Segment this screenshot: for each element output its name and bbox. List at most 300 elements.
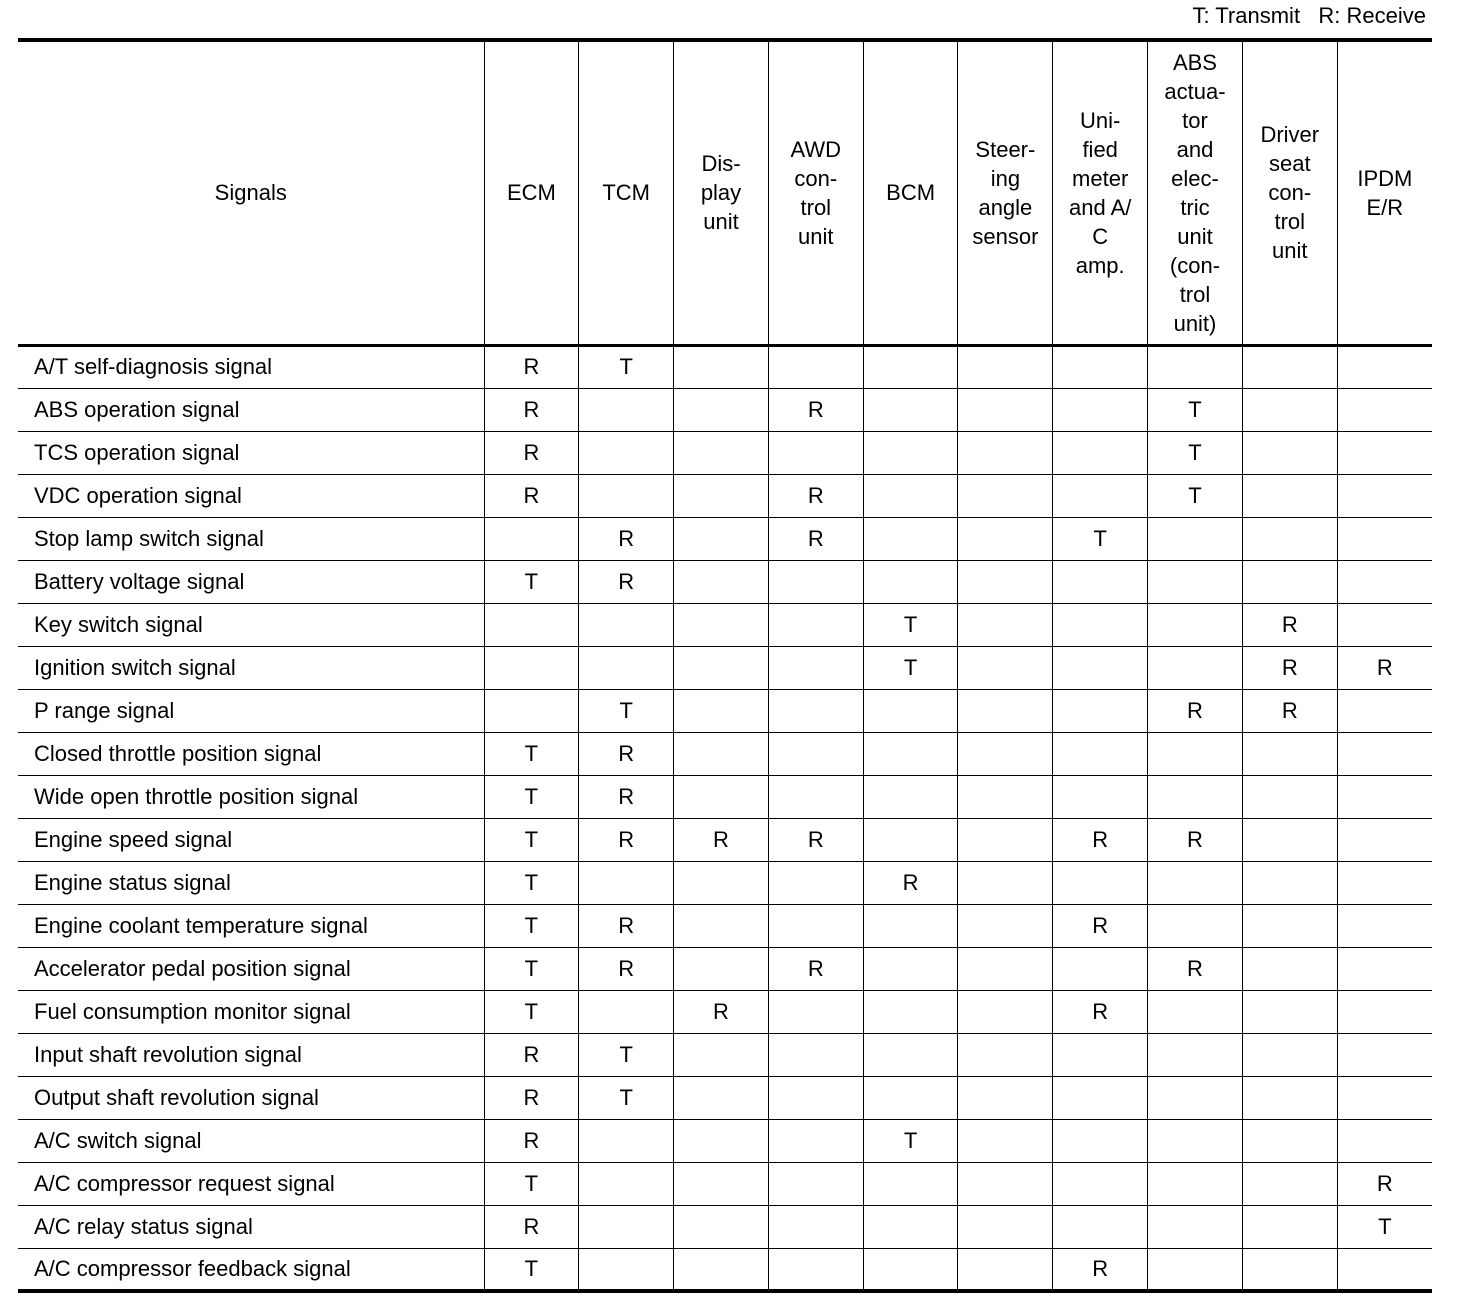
signal-direction-cell <box>1148 646 1243 689</box>
signal-direction-cell <box>863 1162 958 1205</box>
signal-direction-cell <box>1337 689 1432 732</box>
signal-direction-cell <box>1148 732 1243 775</box>
signal-direction-cell <box>674 1119 769 1162</box>
column-header-line: fied <box>1082 136 1118 162</box>
signal-name-cell: A/C relay status signal <box>18 1205 484 1248</box>
signal-direction-cell <box>1053 1205 1148 1248</box>
signal-name-cell: A/C compressor feedback signal <box>18 1248 484 1291</box>
column-header <box>1337 40 1432 345</box>
signal-direction-cell <box>1242 861 1337 904</box>
table-header-row <box>18 40 1432 345</box>
signal-direction-cell <box>1148 1205 1243 1248</box>
signal-direction-cell <box>1242 1205 1337 1248</box>
signal-name-cell: Key switch signal <box>18 603 484 646</box>
signal-direction-cell: T <box>484 904 579 947</box>
signal-direction-cell: R <box>863 861 958 904</box>
signal-direction-cell: R <box>1148 689 1243 732</box>
column-header-line: trol <box>1274 209 1306 235</box>
signal-direction-cell: R <box>1053 904 1148 947</box>
table-row <box>18 861 1432 904</box>
signal-direction-cell: R <box>579 732 674 775</box>
signal-direction-cell <box>1242 560 1337 603</box>
signal-direction-cell: R <box>579 904 674 947</box>
signal-direction-cell <box>863 818 958 861</box>
signal-direction-cell <box>579 1205 674 1248</box>
signal-direction-cell <box>674 861 769 904</box>
signal-direction-cell <box>1053 603 1148 646</box>
signal-direction-cell <box>958 1076 1053 1119</box>
signal-direction-cell <box>768 1205 863 1248</box>
signal-direction-cell <box>1148 517 1243 560</box>
signal-direction-cell <box>958 732 1053 775</box>
signal-direction-cell: R <box>1242 646 1337 689</box>
signal-direction-cell <box>1053 1162 1148 1205</box>
signal-direction-cell <box>1337 861 1432 904</box>
signal-direction-cell <box>1242 990 1337 1033</box>
signal-direction-cell: R <box>579 560 674 603</box>
column-header <box>484 40 579 345</box>
signal-direction-cell <box>1148 1248 1243 1291</box>
signal-direction-cell: R <box>484 345 579 388</box>
signal-direction-cell <box>958 1119 1053 1162</box>
signal-direction-cell: R <box>768 388 863 431</box>
signal-direction-cell <box>768 1033 863 1076</box>
signal-direction-cell <box>1337 775 1432 818</box>
signal-name-cell: Ignition switch signal <box>18 646 484 689</box>
signal-direction-cell <box>863 904 958 947</box>
signal-direction-cell: T <box>1148 388 1243 431</box>
signal-direction-cell <box>958 818 1053 861</box>
signal-direction-cell <box>958 861 1053 904</box>
signal-direction-cell <box>768 1248 863 1291</box>
signal-direction-cell <box>674 947 769 990</box>
column-header-line: sensor <box>972 223 1039 249</box>
signal-direction-cell: T <box>484 818 579 861</box>
table-row <box>18 603 1432 646</box>
signal-direction-cell <box>674 345 769 388</box>
signal-direction-cell <box>958 431 1053 474</box>
column-header-line: Signals <box>214 180 287 206</box>
signal-direction-cell <box>768 603 863 646</box>
signal-direction-cell <box>958 603 1053 646</box>
column-header-line: E/R <box>1366 194 1404 220</box>
signal-name-cell: VDC operation signal <box>18 474 484 517</box>
signal-direction-cell <box>1148 1119 1243 1162</box>
signal-direction-cell <box>1337 1033 1432 1076</box>
signal-direction-cell: R <box>1053 990 1148 1033</box>
signal-direction-cell <box>674 1033 769 1076</box>
signal-direction-cell <box>674 603 769 646</box>
signal-direction-cell <box>674 1205 769 1248</box>
signal-direction-cell: T <box>579 345 674 388</box>
column-header-line: unit) <box>1173 310 1217 336</box>
signal-direction-cell <box>484 517 579 560</box>
signal-direction-cell: T <box>484 861 579 904</box>
column-header-line: and A/ <box>1068 194 1132 220</box>
table-row <box>18 990 1432 1033</box>
signal-name-cell: A/T self-diagnosis signal <box>18 345 484 388</box>
column-header-line: (con- <box>1169 252 1221 278</box>
signal-direction-cell <box>1148 990 1243 1033</box>
signal-direction-cell <box>1337 345 1432 388</box>
signal-direction-cell: R <box>484 388 579 431</box>
signal-direction-cell <box>674 388 769 431</box>
signal-direction-cell: R <box>484 1033 579 1076</box>
signal-direction-cell <box>768 775 863 818</box>
signal-direction-cell <box>674 474 769 517</box>
signal-direction-cell <box>579 1248 674 1291</box>
signal-direction-cell <box>579 603 674 646</box>
table-body <box>18 345 1432 1291</box>
signal-direction-cell <box>1148 603 1243 646</box>
signal-direction-cell <box>674 732 769 775</box>
signal-direction-cell: T <box>484 1162 579 1205</box>
signal-direction-cell <box>1053 345 1148 388</box>
signal-direction-cell <box>958 904 1053 947</box>
signal-direction-cell: T <box>484 990 579 1033</box>
table-row <box>18 1162 1432 1205</box>
column-header-line: unit <box>1272 238 1308 264</box>
signal-direction-cell <box>863 474 958 517</box>
signal-direction-cell <box>1242 1119 1337 1162</box>
signal-direction-cell <box>674 1162 769 1205</box>
signal-direction-cell <box>1337 1119 1432 1162</box>
signal-direction-cell <box>863 1033 958 1076</box>
signal-direction-cell: R <box>579 775 674 818</box>
signal-direction-cell: R <box>579 517 674 560</box>
table-row <box>18 1119 1432 1162</box>
signal-direction-cell: R <box>1337 1162 1432 1205</box>
signal-direction-cell <box>863 689 958 732</box>
signal-table <box>18 38 1432 1293</box>
signal-direction-cell <box>579 990 674 1033</box>
signal-direction-cell <box>1242 1248 1337 1291</box>
signal-direction-cell <box>579 474 674 517</box>
column-header <box>579 40 674 345</box>
column-header <box>1148 40 1243 345</box>
signal-direction-cell <box>768 345 863 388</box>
signal-direction-cell <box>1242 474 1337 517</box>
column-header-line: Dis- <box>701 151 741 177</box>
signal-direction-cell <box>958 1162 1053 1205</box>
signal-direction-cell: R <box>484 431 579 474</box>
column-header-line: ing <box>990 165 1021 191</box>
column-header-line: tor <box>1182 107 1208 133</box>
signal-direction-cell: T <box>1148 431 1243 474</box>
table-row <box>18 904 1432 947</box>
column-header-line: trol <box>1179 281 1211 307</box>
signal-direction-cell <box>1337 560 1432 603</box>
signal-direction-cell: T <box>863 603 958 646</box>
signal-direction-cell <box>1053 474 1148 517</box>
signal-name-cell: Accelerator pedal position signal <box>18 947 484 990</box>
signal-direction-cell <box>958 947 1053 990</box>
signal-direction-cell <box>768 1119 863 1162</box>
signal-direction-cell <box>768 646 863 689</box>
column-header-line: AWD <box>790 136 842 162</box>
signal-direction-cell <box>768 990 863 1033</box>
signal-direction-cell <box>863 1248 958 1291</box>
signal-direction-cell <box>1053 388 1148 431</box>
signal-direction-cell: T <box>579 689 674 732</box>
signal-direction-cell: R <box>768 818 863 861</box>
column-header <box>958 40 1053 345</box>
column-header-line: trol <box>800 194 832 220</box>
signal-direction-cell <box>958 775 1053 818</box>
signal-direction-cell <box>674 904 769 947</box>
column-header-line: C <box>1092 223 1109 249</box>
signal-name-cell: A/C switch signal <box>18 1119 484 1162</box>
signal-direction-cell <box>1053 431 1148 474</box>
table-row <box>18 775 1432 818</box>
signal-direction-cell <box>958 689 1053 732</box>
column-header-line: and <box>1176 136 1214 162</box>
signal-name-cell: Input shaft revolution signal <box>18 1033 484 1076</box>
signal-name-cell: ABS operation signal <box>18 388 484 431</box>
signal-direction-cell <box>1242 1033 1337 1076</box>
signal-direction-cell <box>1053 689 1148 732</box>
signal-direction-cell <box>1053 646 1148 689</box>
signal-direction-cell <box>863 388 958 431</box>
signal-direction-cell: T <box>1053 517 1148 560</box>
signal-direction-cell <box>1337 517 1432 560</box>
signal-direction-cell <box>1337 990 1432 1033</box>
signal-direction-cell: R <box>484 1205 579 1248</box>
signal-direction-cell <box>958 1033 1053 1076</box>
signal-direction-cell: T <box>484 775 579 818</box>
signal-direction-cell <box>1337 732 1432 775</box>
table-row <box>18 388 1432 431</box>
signal-direction-cell <box>579 1162 674 1205</box>
column-header-line: ECM <box>506 180 556 206</box>
signal-direction-cell <box>863 1205 958 1248</box>
signal-direction-cell <box>768 560 863 603</box>
signal-direction-cell <box>768 1076 863 1119</box>
table-row <box>18 517 1432 560</box>
signal-direction-cell <box>863 345 958 388</box>
column-header-line: con- <box>1268 180 1312 206</box>
column-header-line: Steer- <box>975 136 1036 162</box>
signal-direction-cell <box>1053 861 1148 904</box>
signal-direction-cell <box>1242 517 1337 560</box>
signal-direction-cell: R <box>484 474 579 517</box>
column-header-line: amp. <box>1075 252 1125 278</box>
table-row <box>18 646 1432 689</box>
table-row <box>18 947 1432 990</box>
signal-direction-cell <box>1242 388 1337 431</box>
signal-direction-cell <box>863 947 958 990</box>
signal-direction-cell <box>1053 1076 1148 1119</box>
column-header-line: unit <box>1177 223 1213 249</box>
signal-direction-cell <box>484 646 579 689</box>
signal-direction-cell <box>768 431 863 474</box>
signal-direction-cell: T <box>484 560 579 603</box>
signal-direction-cell: T <box>579 1076 674 1119</box>
signal-direction-cell <box>768 689 863 732</box>
signal-direction-cell <box>863 990 958 1033</box>
signal-direction-cell <box>1337 474 1432 517</box>
signal-direction-cell <box>1053 560 1148 603</box>
table-row <box>18 345 1432 388</box>
column-header-line: ABS <box>1172 49 1217 75</box>
column-header-line: TCM <box>602 180 651 206</box>
table-row <box>18 689 1432 732</box>
signal-direction-cell <box>579 431 674 474</box>
signal-direction-cell: T <box>1337 1205 1432 1248</box>
signal-direction-cell <box>1148 345 1243 388</box>
signal-name-cell: P range signal <box>18 689 484 732</box>
table-row <box>18 1076 1432 1119</box>
signal-direction-cell: R <box>1242 603 1337 646</box>
signal-direction-cell: R <box>1337 646 1432 689</box>
signal-name-cell: TCS operation signal <box>18 431 484 474</box>
signal-direction-cell <box>768 1162 863 1205</box>
signal-direction-cell: R <box>1242 689 1337 732</box>
signal-direction-cell: R <box>484 1119 579 1162</box>
column-header-line: elec- <box>1171 165 1219 191</box>
column-header-line: con- <box>794 165 838 191</box>
column-header <box>863 40 958 345</box>
column-header-line: meter <box>1072 165 1129 191</box>
signal-direction-cell <box>674 517 769 560</box>
signal-direction-cell <box>768 861 863 904</box>
signal-direction-cell: T <box>863 1119 958 1162</box>
signal-direction-cell <box>1242 431 1337 474</box>
signal-direction-cell <box>863 517 958 560</box>
signal-direction-cell <box>1337 1076 1432 1119</box>
signal-name-cell: Closed throttle position signal <box>18 732 484 775</box>
signal-name-cell: Wide open throttle position signal <box>18 775 484 818</box>
column-header-line: play <box>700 180 742 206</box>
signal-direction-cell: R <box>579 947 674 990</box>
column-header-line: angle <box>978 194 1033 220</box>
signal-direction-cell: T <box>863 646 958 689</box>
signal-direction-cell <box>579 1119 674 1162</box>
signal-direction-cell <box>1242 1076 1337 1119</box>
signal-direction-cell <box>958 517 1053 560</box>
signal-direction-cell <box>958 990 1053 1033</box>
signal-direction-cell: R <box>484 1076 579 1119</box>
legend: T: Transmit R: Receive <box>1192 3 1426 28</box>
column-header-line: BCM <box>886 180 936 206</box>
column-header-line: tric <box>1180 194 1210 220</box>
signal-direction-cell: T <box>484 1248 579 1291</box>
table-row <box>18 1205 1432 1248</box>
signal-name-cell: Battery voltage signal <box>18 560 484 603</box>
signal-direction-cell <box>1148 861 1243 904</box>
signal-direction-cell: T <box>484 732 579 775</box>
signal-direction-cell <box>958 646 1053 689</box>
signal-direction-cell <box>484 689 579 732</box>
column-header-line: Uni- <box>1080 107 1121 133</box>
column-header <box>768 40 863 345</box>
column-header-line: Driver <box>1260 122 1320 148</box>
signal-direction-cell <box>1337 603 1432 646</box>
signal-direction-cell <box>1242 947 1337 990</box>
signal-direction-cell <box>674 689 769 732</box>
table-row <box>18 732 1432 775</box>
signal-direction-cell <box>1053 775 1148 818</box>
signal-direction-cell <box>1242 818 1337 861</box>
signal-direction-cell <box>1148 904 1243 947</box>
signal-name-cell: Engine coolant temperature signal <box>18 904 484 947</box>
signal-direction-cell: R <box>1053 818 1148 861</box>
signal-direction-cell: R <box>1148 947 1243 990</box>
signal-direction-cell <box>958 388 1053 431</box>
signal-direction-cell <box>674 646 769 689</box>
column-header-line: IPDM <box>1357 165 1413 191</box>
table-row <box>18 1248 1432 1291</box>
signal-direction-cell <box>674 1076 769 1119</box>
table-row <box>18 560 1432 603</box>
signal-direction-cell <box>1337 1248 1432 1291</box>
signal-direction-cell <box>674 1248 769 1291</box>
column-header-signals <box>18 40 484 345</box>
signal-direction-cell <box>1337 431 1432 474</box>
signal-direction-cell <box>1242 732 1337 775</box>
signal-direction-cell <box>1148 1162 1243 1205</box>
column-header-line: seat <box>1268 151 1311 177</box>
signal-direction-cell <box>579 861 674 904</box>
signal-direction-cell <box>958 1205 1053 1248</box>
signal-name-cell: A/C compressor request signal <box>18 1162 484 1205</box>
signal-direction-cell: R <box>579 818 674 861</box>
signal-direction-cell <box>863 775 958 818</box>
table-row <box>18 431 1432 474</box>
signal-direction-cell <box>768 904 863 947</box>
signal-direction-cell: T <box>1148 474 1243 517</box>
signal-direction-cell <box>958 345 1053 388</box>
signal-direction-cell <box>1242 904 1337 947</box>
column-header-line: unit <box>798 223 834 249</box>
table-row <box>18 818 1432 861</box>
signal-direction-cell <box>1148 1033 1243 1076</box>
signal-direction-cell <box>1148 560 1243 603</box>
signal-direction-cell: R <box>674 818 769 861</box>
signal-direction-cell: T <box>579 1033 674 1076</box>
signal-direction-cell <box>579 388 674 431</box>
signal-direction-cell <box>674 560 769 603</box>
table-row <box>18 1033 1432 1076</box>
column-header-line: unit <box>703 209 739 235</box>
signal-name-cell: Output shaft revolution signal <box>18 1076 484 1119</box>
signal-direction-cell <box>1148 1076 1243 1119</box>
signal-direction-cell: R <box>1148 818 1243 861</box>
signal-direction-cell <box>1242 775 1337 818</box>
signal-name-cell: Engine speed signal <box>18 818 484 861</box>
signal-name-cell: Stop lamp switch signal <box>18 517 484 560</box>
signal-direction-cell <box>958 1248 1053 1291</box>
column-header-line: actua- <box>1164 78 1226 104</box>
signal-direction-cell <box>768 732 863 775</box>
signal-direction-cell: R <box>674 990 769 1033</box>
signal-direction-cell: R <box>768 474 863 517</box>
signal-direction-cell <box>1148 775 1243 818</box>
signal-direction-cell: R <box>768 517 863 560</box>
signal-name-cell: Fuel consumption monitor signal <box>18 990 484 1033</box>
signal-direction-cell <box>1053 947 1148 990</box>
signal-direction-cell <box>1337 904 1432 947</box>
signal-direction-cell <box>1242 1162 1337 1205</box>
signal-direction-cell <box>958 560 1053 603</box>
signal-direction-cell <box>674 431 769 474</box>
signal-direction-cell <box>863 1076 958 1119</box>
signal-direction-cell <box>958 474 1053 517</box>
column-header <box>674 40 769 345</box>
signal-direction-cell <box>1337 388 1432 431</box>
table-row <box>18 474 1432 517</box>
signal-direction-cell <box>1242 345 1337 388</box>
